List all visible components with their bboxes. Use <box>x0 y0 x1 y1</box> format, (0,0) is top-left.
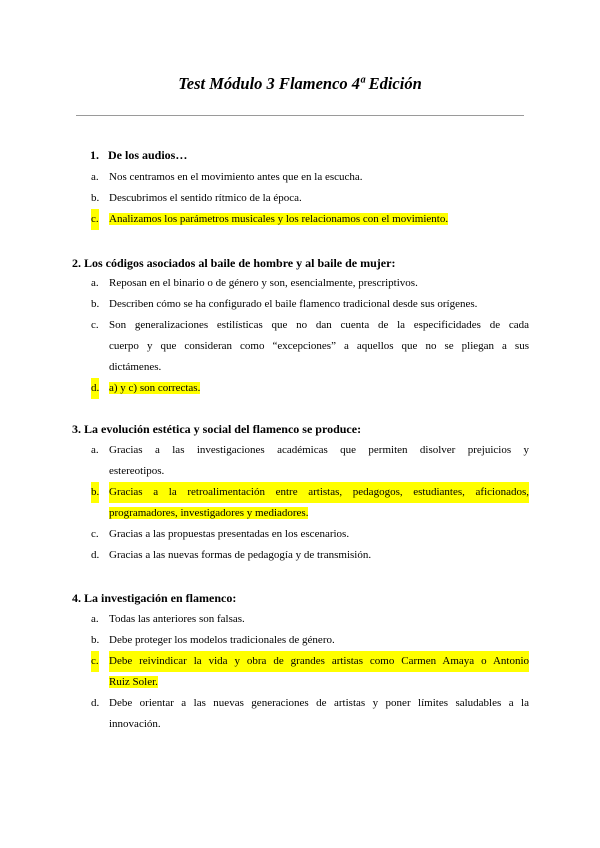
option-text: cuerpo y que consideran como “excepciones” a aquellos que no se pliegan a sus <box>109 340 529 352</box>
option-text: dictámenes. <box>109 361 162 373</box>
option-text: Son generalizaciones estilísticas que no dan cuenta de la especificidades de cada <box>109 319 529 331</box>
question-number: 1. <box>90 148 99 162</box>
option-text-line <box>109 672 529 693</box>
question-2-option-a <box>91 273 529 294</box>
option-text-line <box>109 188 529 209</box>
option-text-line <box>109 273 529 294</box>
option-letter: c. <box>91 651 99 672</box>
question-4-option-c <box>91 651 529 693</box>
option-text-line <box>109 630 529 651</box>
question-4 <box>72 590 532 606</box>
option-text-line <box>109 167 529 188</box>
question-text: La investigación en flamenco: <box>84 591 237 605</box>
option-text: Describen cómo se ha configurado el baile flamenco tradicional desde sus orígenes. <box>109 298 478 310</box>
question-3-option-b <box>91 482 529 524</box>
question-text: Los códigos asociados al baile de hombre y al baile de mujer: <box>84 256 396 270</box>
option-letter: d. <box>91 549 100 561</box>
option-text-line <box>109 524 529 545</box>
option-text: Gracias a la retroalimentación entre artistas, pedagogos, estudiantes, aficionados, <box>109 482 529 503</box>
option-text: Gracias a las investigaciones académicas que permiten disolver prejuicios y <box>109 444 529 456</box>
title-divider <box>76 115 524 116</box>
option-letter: c. <box>91 319 99 331</box>
question-3 <box>72 421 532 437</box>
option-text-line <box>109 294 529 315</box>
question-2-option-d <box>91 378 529 399</box>
question-4-option-a <box>91 609 529 630</box>
option-letter: b. <box>91 298 100 310</box>
question-3-option-a <box>91 440 529 482</box>
option-text-line <box>109 461 529 482</box>
option-text: Todas las anteriores son falsas. <box>109 613 245 625</box>
option-text: Gracias a las nuevas formas de pedagogía y de transmisión. <box>109 549 372 561</box>
option-letter: a. <box>91 171 99 183</box>
option-text-line <box>109 503 529 524</box>
option-text-line <box>109 693 529 714</box>
option-text-line <box>109 482 529 503</box>
option-letter: c. <box>91 209 99 230</box>
option-text-line <box>109 651 529 672</box>
option-text: Debe reivindicar la vida y obra de grandes artistas como Carmen Amaya o Antonio <box>109 651 529 672</box>
option-text-line <box>109 315 529 336</box>
option-text: Reposan en el binario o de género y son, esencialmente, prescriptivos. <box>109 277 418 289</box>
option-letter: a. <box>91 277 99 289</box>
question-2-option-c <box>91 315 529 378</box>
option-text: Gracias a las propuestas presentadas en los escenarios. <box>109 528 350 540</box>
option-text: a) y c) son correctas. <box>109 382 201 394</box>
question-4-option-b <box>91 630 529 651</box>
question-4-option-d <box>91 693 529 735</box>
option-text-line <box>109 440 529 461</box>
option-text: Debe proteger los modelos tradicionales de género. <box>109 634 335 646</box>
option-text: estereotipos. <box>109 465 165 477</box>
option-text-line <box>109 545 529 566</box>
question-1 <box>90 147 550 163</box>
option-letter: a. <box>91 444 99 456</box>
option-text: Debe orientar a las nuevas generaciones de artistas y poner límites saludables a la <box>109 697 529 709</box>
option-letter: c. <box>91 528 99 540</box>
option-text-line <box>109 209 529 230</box>
question-number: 3. <box>72 422 81 436</box>
option-text: programadores, investigadores y mediadores. <box>109 507 309 519</box>
option-text: Ruiz Soler. <box>109 676 158 688</box>
option-letter: a. <box>91 613 99 625</box>
question-2 <box>72 255 532 271</box>
question-text: De los audios… <box>108 148 188 162</box>
option-letter: b. <box>91 192 100 204</box>
question-1-option-a <box>91 167 529 188</box>
question-number: 4. <box>72 591 81 605</box>
question-1-option-b <box>91 188 529 209</box>
option-text-line <box>109 609 529 630</box>
document-title: Test Módulo 3 Flamenco 4ª Edición <box>178 74 422 93</box>
option-text: innovación. <box>109 718 161 730</box>
question-2-option-b <box>91 294 529 315</box>
option-letter: b. <box>91 482 99 503</box>
option-text-line <box>109 336 529 357</box>
question-3-option-c <box>91 524 529 545</box>
question-3-option-d <box>91 545 529 566</box>
question-number: 2. <box>72 256 81 270</box>
option-text: Nos centramos en el movimiento antes que en la escucha. <box>109 171 363 183</box>
option-text-line <box>109 378 529 399</box>
option-letter: d. <box>91 378 99 399</box>
question-1-option-c <box>91 209 529 230</box>
option-text: Analizamos los parámetros musicales y los relacionamos con el movimiento. <box>109 213 449 225</box>
option-text: Descubrimos el sentido rítmico de la época. <box>109 192 302 204</box>
question-text: La evolución estética y social del flamenco se produce: <box>84 422 362 436</box>
option-text-line <box>109 714 529 735</box>
option-text-line <box>109 357 529 378</box>
option-letter: b. <box>91 634 100 646</box>
option-letter: d. <box>91 697 100 709</box>
